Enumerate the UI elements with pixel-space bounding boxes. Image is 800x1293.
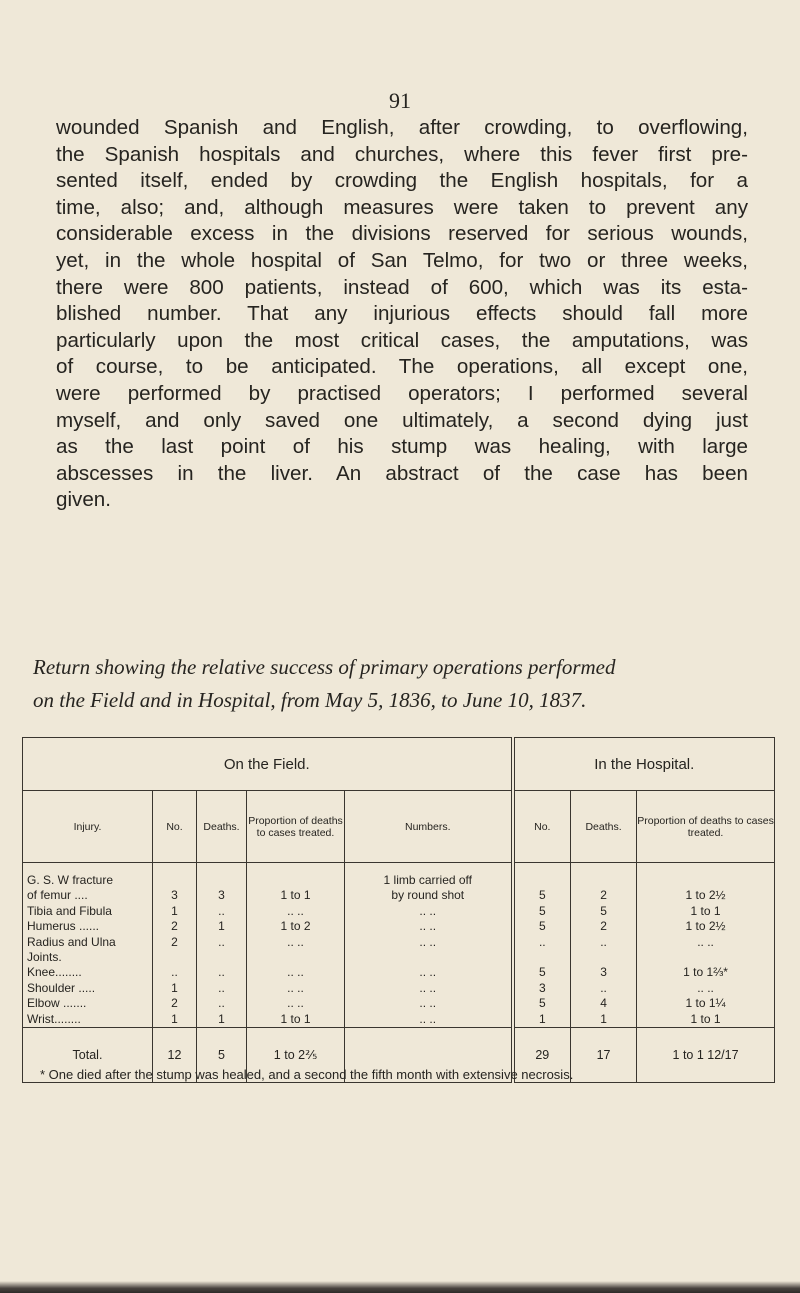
table-cell-hosp-no: 5 — [538, 919, 546, 934]
table-cell-field-deaths — [197, 950, 246, 965]
table-cell-hosp-no: 5 — [538, 903, 546, 918]
table-cell-injury: Joints. — [27, 949, 62, 964]
table-cell-field-numbers: .. .. — [419, 1011, 437, 1026]
hospital-no-column-header: No. — [513, 791, 571, 863]
paragraph-line: myself, and only saved one ultimately, a second dying just — [56, 408, 748, 432]
paragraph-line: there were 800 patients, instead of 600, which was its esta- — [56, 275, 748, 299]
field-no-column — [153, 863, 197, 1028]
table-cell-hosp-no: 1 — [538, 1011, 546, 1026]
table-cell-hosp-no: 5 — [538, 888, 546, 903]
paragraph-line: wounded Spanish and English, after crowding, to overflowing, — [56, 116, 748, 139]
table-cell-hosp-no: 5 — [538, 965, 546, 980]
field-proportion-column — [247, 863, 345, 1028]
table-cell-field-numbers: 1 limb carried off — [383, 873, 472, 887]
table-cell-hosp-no — [515, 873, 571, 888]
table-cell-field-deaths: .. — [218, 903, 225, 918]
table-cell-field-no: 2 — [171, 919, 178, 934]
injury-column-header: Injury. — [23, 791, 153, 863]
table-cell-field-deaths: .. — [218, 996, 225, 1011]
table-cell-field-no: 1 — [171, 980, 178, 995]
paragraph-line: time, also; and, although measures were taken to prevent any — [56, 195, 748, 219]
total-field-proportion: 1 to 2⅖ — [247, 1027, 345, 1082]
in-the-hospital-header: In the Hospital. — [513, 738, 775, 791]
table-cell-field-no: 1 — [171, 903, 178, 918]
table-cell-injury: Knee........ — [27, 965, 82, 980]
table-cell-injury: of femur .... — [27, 888, 88, 903]
table-cell-hosp-proportion: 1 to 1⅔* — [683, 965, 728, 980]
table-cell-field-proportion: .. .. — [287, 934, 304, 949]
table-cell-field-no — [153, 950, 196, 965]
table-cell-field-no: .. — [171, 965, 178, 980]
table-cell-hosp-no: 3 — [538, 980, 546, 995]
paragraph-line: blished number. That any injurious effects should fall more — [56, 302, 748, 326]
hospital-deaths-column — [571, 863, 637, 1028]
hospital-proportion-column-header: Proportion of deaths to cases treated. — [637, 791, 775, 863]
table-cell-field-deaths — [197, 873, 246, 888]
paragraph-line: as the last point of his stump was healing, with large — [56, 435, 748, 459]
paragraph-line: the Spanish hospitals and churches, where this fever first pre- — [56, 142, 748, 166]
table-cell-field-proportion: 1 to 2 — [280, 919, 311, 934]
paragraph-line: considerable excess in the divisions reserved for serious wounds, — [56, 222, 748, 246]
table-cell-field-numbers: by round shot — [391, 888, 465, 903]
table-cell-field-no: 1 — [171, 1011, 178, 1026]
table-cell-injury: Tibia and Fibula — [27, 903, 112, 918]
table-cell-hosp-no: 5 — [538, 996, 546, 1011]
table-cell-field-numbers: .. .. — [419, 980, 437, 995]
table-cell-hosp-no: .. — [538, 934, 546, 949]
table-cell-field-proportion — [247, 873, 344, 888]
table-cell-field-proportion: .. .. — [287, 903, 304, 918]
table-cell-hosp-proportion: .. .. — [697, 980, 714, 995]
field-deaths-column — [197, 863, 247, 1028]
field-proportion-column-header: Proportion of deaths to cases treated. — [247, 791, 345, 863]
operations-table — [22, 737, 774, 1063]
injury-column — [23, 863, 153, 1028]
field-numbers-column — [345, 863, 513, 1028]
table-title-line: Return showing the relative success of primary operations performed — [33, 655, 616, 679]
table-cell-hosp-proportion: 1 to 2½ — [685, 919, 726, 934]
footnote: * One died after the stump was healed, and a second the fifth month with extensive necrosis. — [40, 1067, 574, 1082]
table-cell-field-deaths: 3 — [218, 888, 225, 903]
table-cell-injury: Shoulder ..... — [27, 980, 96, 995]
total-hospital-deaths: 17 — [571, 1027, 637, 1082]
body-paragraph — [56, 115, 748, 514]
table-cell-field-proportion: .. .. — [287, 996, 304, 1011]
table-title-line: on the Field and in Hospital, from May 5, 1836, to June 10, 1837. — [33, 688, 587, 712]
table-cell-hosp-proportion: 1 to 1 — [690, 1011, 721, 1026]
table-cell-field-proportion: .. .. — [287, 965, 304, 980]
page-number: 91 — [389, 88, 411, 113]
table-cell-hosp-deaths: 1 — [600, 1011, 607, 1026]
hospital-no-column — [513, 863, 571, 1028]
total-label: Total. — [23, 1027, 153, 1082]
table-cell-hosp-proportion — [637, 950, 774, 965]
table-cell-injury: Wrist........ — [27, 1011, 81, 1026]
table-cell-field-no: 3 — [171, 888, 178, 903]
table-cell-hosp-proportion: 1 to 1 — [690, 903, 721, 918]
table-cell-field-no: 2 — [171, 934, 178, 949]
table-cell-field-proportion: 1 to 1 — [280, 888, 311, 903]
table-cell-field-proportion — [247, 950, 344, 965]
total-hospital-no: 29 — [513, 1027, 571, 1082]
table-cell-field-numbers — [345, 950, 511, 965]
table-cell-hosp-deaths: 5 — [600, 903, 607, 918]
on-the-field-header: On the Field. — [23, 738, 513, 791]
table-cell-hosp-deaths: .. — [600, 980, 607, 995]
table-cell-field-deaths: .. — [218, 934, 225, 949]
table-cell-field-deaths: 1 — [218, 1011, 225, 1026]
table-cell-hosp-deaths: 2 — [600, 888, 607, 903]
table-cell-field-no — [153, 873, 196, 888]
paragraph-line: particularly upon the most critical cases, the amputations, was — [56, 328, 748, 352]
table-cell-field-deaths: 1 — [218, 919, 225, 934]
paragraph-line: abscesses in the liver. An abstract of the case has been — [56, 461, 748, 485]
table-cell-hosp-proportion: 1 to 2½ — [685, 888, 726, 903]
table-cell-injury: G. S. W fracture — [27, 873, 114, 887]
paragraph-line: yet, in the whole hospital of San Telmo, for two or three weeks, — [56, 248, 748, 272]
table-cell-hosp-deaths — [571, 950, 636, 965]
table-cell-hosp-proportion: .. .. — [697, 934, 714, 949]
table-cell-hosp-deaths: 2 — [600, 919, 607, 934]
table-cell-injury: Humerus ...... — [27, 919, 100, 934]
table-cell-hosp-no — [515, 950, 571, 965]
field-numbers-column-header: Numbers. — [345, 791, 513, 863]
field-no-column-header: No. — [153, 791, 197, 863]
hospital-deaths-column-header: Deaths. — [571, 791, 637, 863]
paragraph-line: sented itself, ended by crowding the English hospitals, for a — [56, 169, 748, 193]
page-edge-shadow — [0, 1281, 800, 1293]
table-cell-hosp-deaths: .. — [600, 934, 607, 949]
field-deaths-column-header: Deaths. — [197, 791, 247, 863]
total-hospital-proportion: 1 to 1 12/17 — [637, 1027, 775, 1082]
total-field-no: 12 — [153, 1027, 197, 1082]
total-field-deaths: 5 — [197, 1027, 247, 1082]
table-cell-injury: Radius and Ulna — [27, 934, 116, 949]
paragraph-line: of course, to be anticipated. The operations, all except one, — [56, 355, 748, 379]
hospital-proportion-column — [637, 863, 775, 1028]
table-cell-field-numbers: .. .. — [419, 934, 437, 949]
table-cell-field-deaths: .. — [218, 965, 225, 980]
table-cell-hosp-proportion: 1 to 1¼ — [685, 996, 726, 1011]
paragraph-line: were performed by practised operators; I performed several — [56, 381, 748, 405]
table-cell-hosp-proportion — [637, 873, 774, 888]
table-cell-field-proportion: .. .. — [287, 980, 304, 995]
paragraph-line: given. — [56, 488, 111, 512]
table-cell-hosp-deaths: 3 — [600, 965, 607, 980]
table-body — [23, 863, 775, 1028]
table-cell-field-numbers: .. .. — [419, 965, 437, 980]
table-cell-injury: Elbow ....... — [27, 996, 87, 1011]
table-cell-field-numbers: .. .. — [419, 996, 437, 1011]
table-cell-field-numbers: .. .. — [419, 919, 437, 934]
table-cell-field-deaths: .. — [218, 980, 225, 995]
table-cell-field-proportion: 1 to 1 — [280, 1011, 311, 1026]
table-cell-hosp-deaths — [571, 873, 636, 888]
table-cell-hosp-deaths: 4 — [600, 996, 607, 1011]
table-cell-field-numbers: .. .. — [419, 903, 437, 918]
table-title — [33, 651, 773, 717]
table-cell-field-no: 2 — [171, 996, 178, 1011]
